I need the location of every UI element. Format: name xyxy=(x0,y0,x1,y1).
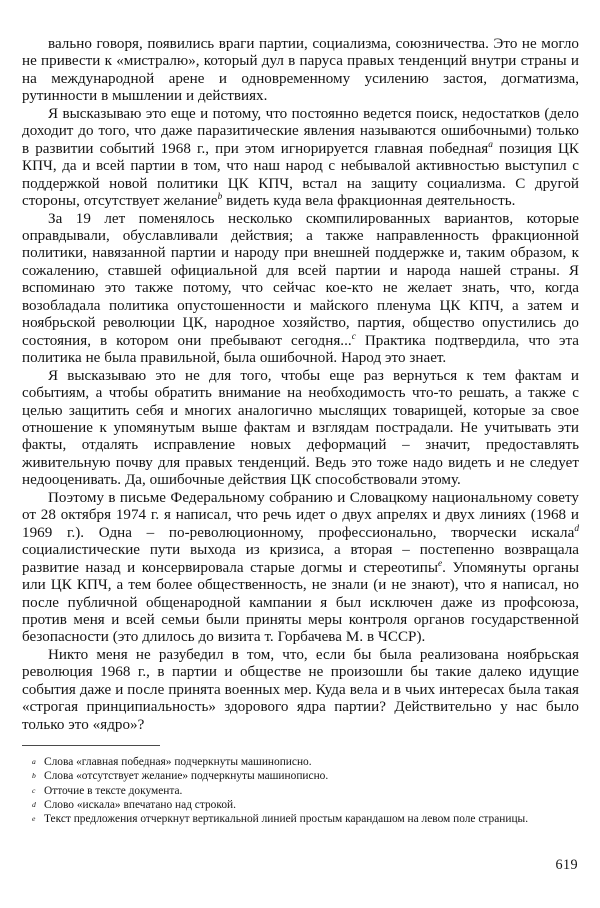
paragraph xyxy=(22,490,579,647)
footnote-item xyxy=(22,784,579,798)
footnote-ref-e[interactable]: e xyxy=(438,558,443,569)
footnotes-block xyxy=(22,755,579,826)
paragraph-text: Я высказываю это еще и потому, что постоянно ведется поиск, недостатков (дело доходит до того, что даже паразитические явления называются ошибочными) только в развитии событий 1968 г., при этом игнорируется главная победная xyxy=(22,105,579,157)
paragraph-text: Никто меня не разубедил в том, что, если бы была реализована ноябрьская революция 1968 г., в партии и обществе не произошли бы такие далеко идущие события даже и после принята военных мер. Куда вела и в чьих интересах была такая «строгая принципиальность» здорового ядра партии? Действительно у нас было только это «ядро»? xyxy=(22,646,579,733)
footnote-ref-c[interactable]: c xyxy=(351,331,356,342)
paragraph-text: . Упомянуты органы или ЦК КПЧ, а тем более общественность, не знали (и не знают), что я написал, но после публичной общенародной кампании я был исключен даже из профсоюза, против меня и всей семьи были приняты меры контроля органов государственной безопасности (это длилось до визита т. Горбачева М. в ЧССР). xyxy=(22,559,579,646)
paragraph-text: Я высказываю это не для того, чтобы еще раз вернуться к тем фактам и событиям, а чтобы обратить внимание на необходимость что-то решать, а также с целью защитить себя и многих аналогично мыслящих товарищей, которые за свое отношение к упомянутым выше фактам и взглядам пострадали. Не учитывать эти факты, отдалять исправление новых деформаций – значит, предоставлять живительную почву для правых тенденций. Ведь это тоже надо видеть и не следует недооценивать. Да, ошибочные действия ЦК способствовали этому. xyxy=(22,367,579,489)
footnote-text: Слова «главная победная» подчеркнуты машинописно. xyxy=(44,756,312,768)
paragraph-text: За 19 лет поменялось несколько скомпилированных вариантов, которые оправдывали, обуславливали действия; а также направленность фракционной политики, навязанной партии и народу при внешней поддержке и, таким образом, к сожалению, ставшей официальной для всей партии и народа нашей страны. Я вспоминаю это также потому, что сейчас кое-кто не желает знать, что, когда возобладала политика опустошенности и майского пленума ЦК КПЧ, а затем и ноябрьской революции ЦК, народное хозяйство, партия, общество опустились до состояния, в котором они пребывают сегодня... xyxy=(22,210,579,349)
paragraph-text: вально говоря, появились враги партии, социализма, союзничества. Это не могло не привести к «мистралю», который дул в паруса правых тенденций внутри страны и на международной арене и одновременному усилению застоя, догматизма, рутинности в мышлении и действиях. xyxy=(22,36,579,105)
footnote-text: Текст предложения отчеркнут вертикальной линией простым карандашом на левом поле страницы. xyxy=(44,813,529,826)
footnote-marker-d: d xyxy=(32,799,36,809)
footnote-marker-b: b xyxy=(32,771,36,781)
footnote-item xyxy=(22,769,579,783)
footnote-marker-a: a xyxy=(32,757,36,766)
footnote-ref-b[interactable]: b xyxy=(217,192,223,203)
paragraph-text: позиция ЦК КПЧ, да и всей партии в том, что наш народ с небывалой активностью выступил с поддержкой новой политики ЦК КПЧ, встал на защиту социализма. С другой стороны, отсутствует желание xyxy=(22,140,579,210)
paragraph-text: социалистические пути выхода из кризиса, а вторая – постепенно возвращала развитие назад и консервировала старые догмы и стереотипы xyxy=(22,542,579,576)
footnote-item xyxy=(22,812,579,826)
footnote-item xyxy=(22,798,579,812)
footnote-ref-a[interactable]: a xyxy=(488,139,493,150)
footnote-separator-rule xyxy=(22,745,160,746)
paragraph-text: Поэтому в письме Федеральному собранию и Словацкому национальному совету от 28 октября 1974 г. я написал, что речь идет о двух апрелях и двух линиях (1968 и 1969 г.). Одна – по-революционному, профессионально, творчески искала xyxy=(22,489,579,541)
paragraph-text: видеть куда вела фракционная деятельность. xyxy=(222,193,516,210)
paragraph xyxy=(22,368,579,490)
page-number: 619 xyxy=(555,857,578,873)
footnote-marker-c: c xyxy=(32,785,36,795)
footnote-text: Слова «отсутствует желание» подчеркнуты машинописно. xyxy=(44,770,329,783)
paragraph xyxy=(22,211,579,368)
footnote-text: Отточие в тексте документа. xyxy=(44,784,183,797)
paragraph xyxy=(22,647,579,734)
body-text-block xyxy=(22,36,579,734)
footnote-text: Слово «искала» впечатано над строкой. xyxy=(44,798,236,811)
footnote-item xyxy=(22,755,579,769)
footnote-ref-d[interactable]: d xyxy=(574,523,579,534)
paragraph-text: Практика подтвердила, что эта политика не была правильной, была ошибочной. Народ это знает. xyxy=(22,332,579,367)
paragraph xyxy=(22,106,579,211)
footnote-marker-e: e xyxy=(32,814,36,824)
paragraph xyxy=(22,36,579,106)
